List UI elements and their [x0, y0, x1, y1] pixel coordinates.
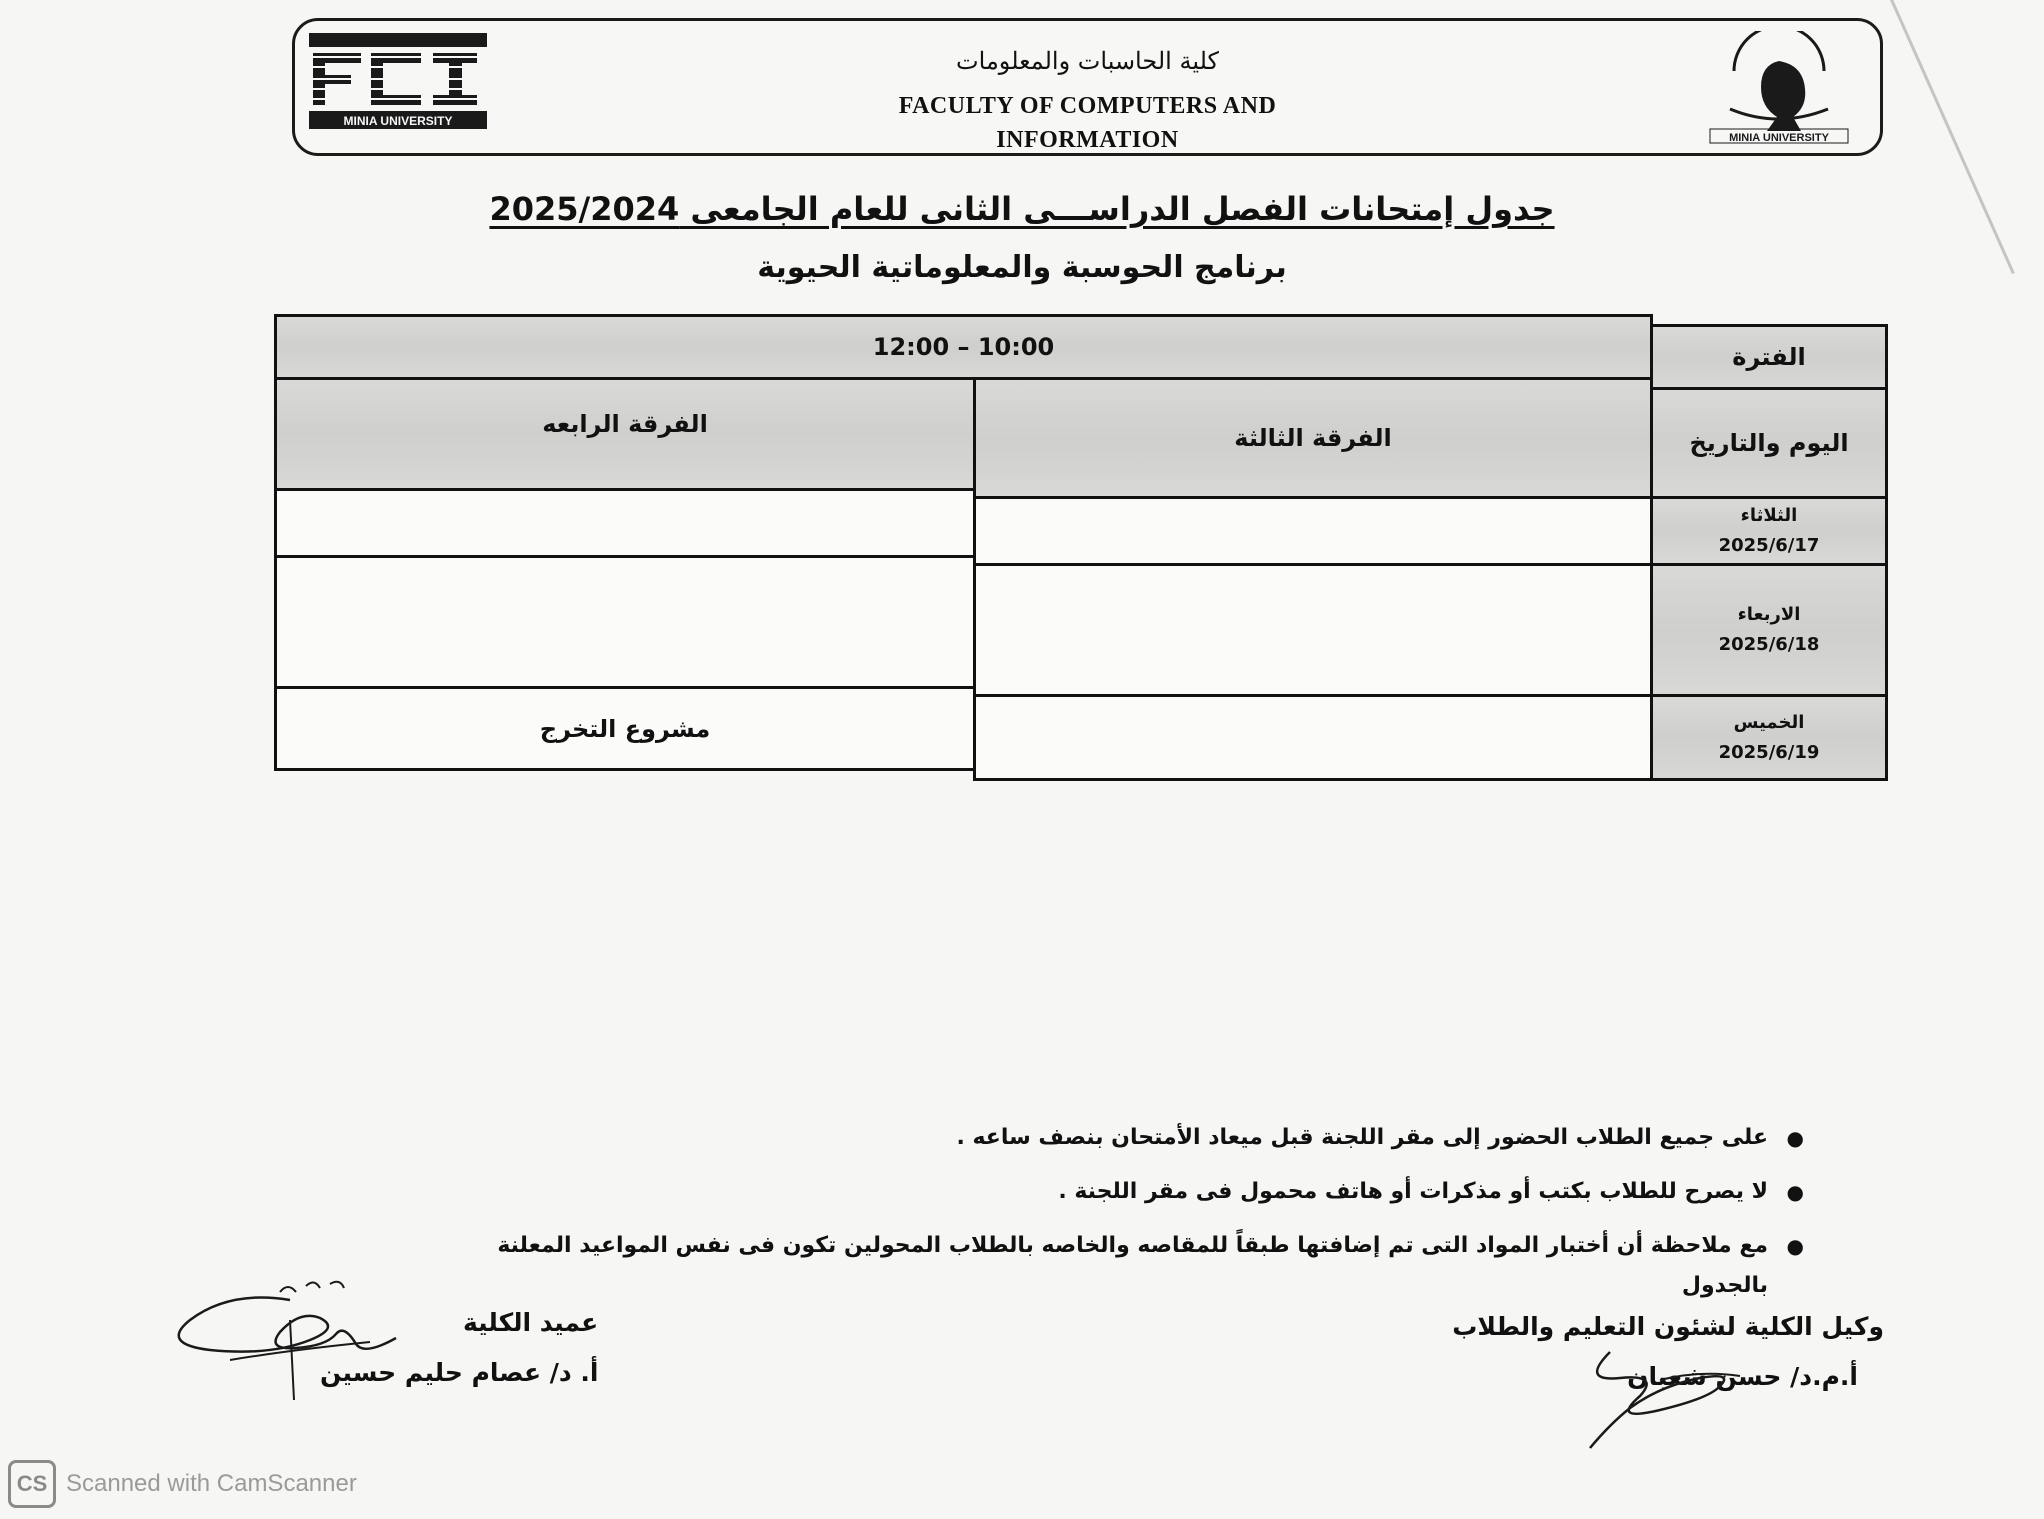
faculty-name-en-line2: INFORMATION [996, 127, 1179, 153]
note-text: مع ملاحظة أن أختبار المواد التى تم إضافتها طبقاً للمقاصه والخاصه بالطلاب المحولين تكون فى نفس المواعيد المعلنة بالجدول [497, 1233, 1768, 1298]
vice-dean-name: أ.م.د/ حسن شعبان [1627, 1362, 1858, 1391]
page-edge-shadow [1890, 0, 2015, 274]
row-third-cell [973, 496, 1653, 566]
minia-university-logo-icon [1704, 31, 1854, 149]
faculty-name-en-line1: FACULTY OF COMPUTERS AND [898, 93, 1277, 119]
day-date-label-cell [1650, 387, 1888, 499]
note-item [404, 1118, 1804, 1172]
row-third-cell [973, 563, 1653, 697]
note-item [404, 1226, 1804, 1298]
note-text: لا يصرح للطلاب بكتب أو مذكرات أو هاتف محمول فى مقر اللجنة . [1058, 1179, 1768, 1204]
row-fourth-cell [274, 686, 976, 771]
row-day: الثلاثاء [1740, 505, 1798, 526]
column-header-third-label: الفرقة الثالثة [1234, 424, 1392, 452]
fci-logo-bottom-text: MINIA UNIVERSITY [343, 114, 453, 128]
row-fourth-text: مشروع التخرج [539, 714, 711, 743]
row-third-cell [973, 694, 1653, 781]
camscanner-watermark: Scanned with CamScanner [66, 1470, 357, 1497]
note-item [404, 1172, 1804, 1226]
bullet-icon: ● [1786, 1126, 1804, 1150]
letterhead [292, 18, 1883, 156]
period-value: 12:00 – 10:00 [872, 333, 1055, 361]
bullet-icon: ● [1786, 1180, 1804, 1204]
note-text: على جميع الطلاب الحضور إلى مقر اللجنة قبل ميعاد الأمتحان بنصف ساعه . [956, 1125, 1768, 1150]
day-date-label: اليوم والتاريخ [1689, 429, 1849, 457]
row-fourth-cell [274, 488, 976, 558]
row-date: 2025/6/19 [1718, 741, 1820, 763]
row-fourth-cell [274, 555, 976, 689]
period-label: الفترة [1732, 343, 1806, 371]
bullet-icon: ● [1786, 1234, 1804, 1258]
row-day: الاربعاء [1737, 604, 1801, 625]
faculty-name-ar: كلية الحاسبات والمعلومات [956, 47, 1219, 75]
row-day-cell [1650, 694, 1888, 781]
dean-title: عميد الكلية [463, 1308, 599, 1337]
column-header-fourth-label: الفرقة الرابعه [542, 410, 708, 438]
dean-signature-icon [170, 1280, 430, 1410]
row-day: الخميس [1733, 711, 1805, 733]
camscanner-logo-icon: CS [8, 1460, 56, 1508]
row-day-cell [1650, 496, 1888, 566]
vice-dean-title: وكيل الكلية لشئون التعليم والطلاب [1452, 1312, 1884, 1341]
column-header-fourth [274, 377, 976, 491]
period-label-cell [1650, 324, 1888, 390]
schedule-title: جدول إمتحانات الفصل الدراســـى الثانى للعام الجامعى 2025/2024 [489, 190, 1555, 228]
dean-name: أ. د/ عصام حليم حسين [320, 1358, 599, 1387]
notes-list [404, 1118, 1804, 1298]
row-date: 2025/6/17 [1718, 535, 1820, 556]
column-header-third [973, 377, 1653, 499]
vice-dean-signature-icon [1570, 1330, 1780, 1450]
program-title: برنامج الحوسبة والمعلوماتية الحيوية [757, 250, 1287, 285]
period-value-cell [274, 314, 1653, 380]
row-date: 2025/6/18 [1718, 634, 1820, 655]
exam-schedule-table [274, 314, 1888, 781]
row-day-cell [1650, 563, 1888, 697]
minia-logo-bottom-text: MINIA UNIVERSITY [1729, 132, 1829, 144]
